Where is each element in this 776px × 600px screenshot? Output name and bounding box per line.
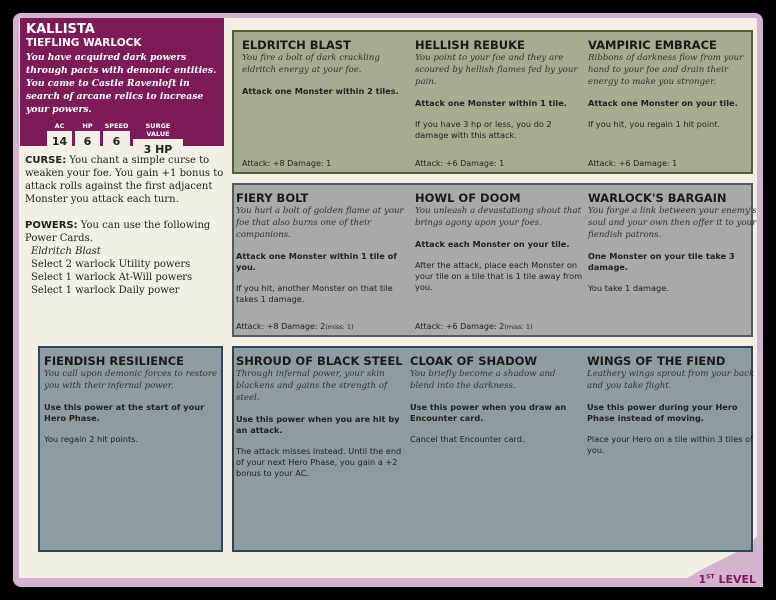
power-list-item: Select 1 warlock At-Will powers <box>31 272 193 283</box>
power-flavor: You fire a bolt of dark crackling eldritch energy at your foe. <box>242 53 380 75</box>
stat-value: 3 HP <box>133 139 183 160</box>
power-effect: Use this power when you draw an Encounter card. <box>410 402 567 423</box>
power-title: CLOAK OF SHADOW <box>410 354 538 368</box>
level-number: 1 <box>698 573 707 586</box>
power-card <box>587 354 757 548</box>
power-stats <box>588 159 677 168</box>
power-card <box>242 38 412 170</box>
power-extra: Cancel that Encounter card. <box>410 434 525 444</box>
power-title: HOWL OF DOOM <box>415 191 521 205</box>
power-flavor: You unleash a devastationg shout that brings agony upon your foes. <box>415 206 582 228</box>
daily-powers <box>232 183 757 337</box>
power-attack-damage: Attack: +8 Damage: 1 <box>242 159 332 168</box>
power-attack-damage: Attack: +8 Damage: 2 <box>236 322 326 331</box>
power-extra: If you hit, another Monster on that tile takes 1 damage. <box>236 283 393 304</box>
power-stats <box>242 159 331 168</box>
power-stats <box>415 159 504 168</box>
power-list-item: Eldritch Blast <box>31 246 101 257</box>
power-title: VAMPIRIC EMBRACE <box>588 38 717 52</box>
power-extra: You take 1 damage. <box>588 283 669 293</box>
power-card <box>415 191 585 333</box>
power-flavor: You call upon demonic forces to restore you with their infernal power. <box>44 369 218 391</box>
power-extra: If you hit, you regain 1 hit point. <box>588 119 721 129</box>
power-title: FIENDISH RESILIENCE <box>44 354 185 368</box>
power-attack-damage: Attack: +6 Damage: 1 <box>588 159 678 168</box>
power-card <box>415 38 585 170</box>
level-label: LEVEL <box>718 573 756 586</box>
powers-text: You can use the following Power Cards. <box>25 220 211 244</box>
power-flavor: You forge a link between your enemy's soul and your own then offer it to your fiendish patrons. <box>588 206 757 240</box>
power-miss: (miss: 1) <box>504 323 533 331</box>
power-stats <box>415 322 533 331</box>
power-attack-damage: Attack: +6 Damage: 2 <box>415 322 505 331</box>
power-flavor: Ribbons of darkness flow from your hand to your foe and drain their energy to make you stronger. <box>588 53 744 87</box>
power-card <box>236 354 406 548</box>
hero-flavor: You have acquired dark powers through pacts with demonic entities. You came to Castle Ravenloft in search of arcane relics to increase your powers. <box>26 52 217 115</box>
powers-label: POWERS: <box>25 220 78 231</box>
power-effect: Attack one Monster within 2 tiles. <box>242 86 399 96</box>
power-effect: Use this power during your Hero Phase instead of moving. <box>587 402 738 423</box>
hero-header <box>20 18 224 156</box>
power-extra: If you have 3 hp or less, you do 2 damage with this attack. <box>415 119 552 140</box>
power-stats <box>236 322 354 331</box>
power-card <box>236 191 406 333</box>
power-card <box>410 354 580 548</box>
stat-label: HP <box>82 122 93 130</box>
power-flavor: You hurl a bolt of golden flame at your foe that also burns one of their companions. <box>236 206 404 240</box>
power-effect: One Monster on your tile take 3 damage. <box>588 251 735 272</box>
curse-text: You chant a simple curse to weaken your foe. You gain +1 bonus to attack rolls against the first adjacent Monster you attack each turn. <box>25 155 224 205</box>
power-list-item: Select 1 warlock Daily power <box>31 285 180 296</box>
power-flavor: Through infernal power, your skin blackens and gains the strength of steel. <box>236 369 388 403</box>
curse <box>25 154 225 206</box>
power-extra: You regain 2 hit points. <box>44 434 139 444</box>
power-extra: The attack misses instead. Until the end of your next Hero Phase, you gain a +2 bonus to your AC. <box>236 446 402 478</box>
stat-value: 6 <box>103 131 130 152</box>
at-will-powers <box>232 30 753 174</box>
stat-value: 14 <box>47 131 72 152</box>
curse-label: CURSE: <box>25 155 67 166</box>
power-card <box>588 38 758 170</box>
utility-powers <box>232 346 753 552</box>
power-flavor: You briefly become a shadow and blend into the darkness. <box>410 369 556 391</box>
power-effect: Use this power when you are hit by an attack. <box>236 414 400 435</box>
hero-class: TIEFLING WARLOCK <box>26 37 142 49</box>
power-effect: Attack each Monster on your tile. <box>415 239 570 249</box>
power-title: ELDRITCH BLAST <box>242 38 351 52</box>
power-title: FIERY BOLT <box>236 191 309 205</box>
power-attack-damage: Attack: +6 Damage: 1 <box>415 159 505 168</box>
powers <box>25 219 225 245</box>
hero-rules <box>25 154 225 297</box>
level-suffix: ST <box>706 573 715 581</box>
power-title: HELLISH REBUKE <box>415 38 525 52</box>
power-extra: After the attack, place each Monster on your tile on a tile that is 1 tile away from you. <box>415 260 583 292</box>
power-flavor: You point to your foe and they are scoured by hellish flames fed by your pain. <box>415 53 578 87</box>
power-flavor: Leathery wings sprout from your back and you take flight. <box>587 369 755 391</box>
stat-label: SURGE VALUE <box>145 122 171 138</box>
utility-power-fiendish <box>38 346 223 552</box>
hero-name: KALLISTA <box>26 22 95 37</box>
stat-label: AC <box>54 122 65 130</box>
power-title: WINGS OF THE FIEND <box>587 354 726 368</box>
power-extra: Place your Hero on a tile within 3 tiles of you. <box>587 434 754 455</box>
power-list-item: Select 2 warlock Utility powers <box>31 259 191 270</box>
power-effect: Attack one Monster within 1 tile. <box>415 98 567 108</box>
power-card <box>588 191 758 333</box>
power-miss: (miss: 1) <box>325 323 354 331</box>
power-title: SHROUD OF BLACK STEEL <box>236 354 403 368</box>
power-title: WARLOCK'S BARGAIN <box>588 191 727 205</box>
stat-label: SPEED <box>104 122 129 130</box>
power-effect: Attack one Monster within 1 tile of you. <box>236 251 397 272</box>
power-effect: Use this power at the start of your Hero Phase. <box>44 402 205 423</box>
power-card <box>44 354 222 548</box>
level-badge <box>699 573 756 586</box>
power-effect: Attack one Monster on your tile. <box>588 98 738 108</box>
stat-value: 6 <box>75 131 100 152</box>
